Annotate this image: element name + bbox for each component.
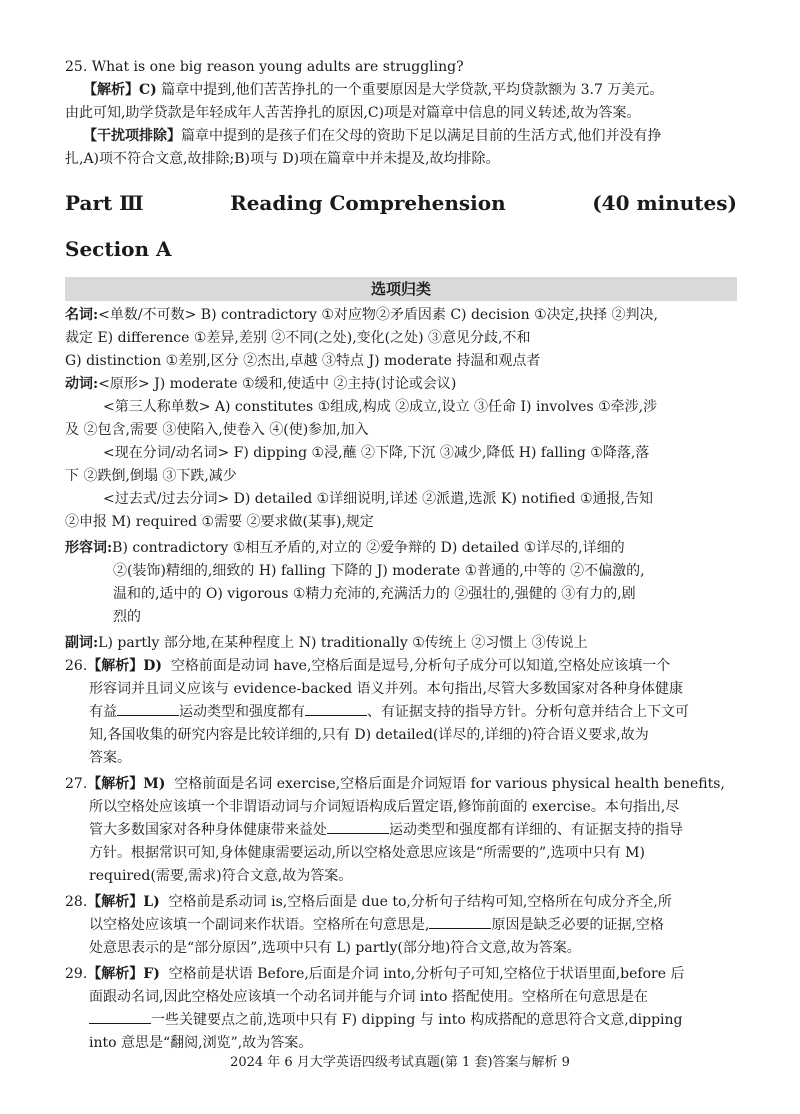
analysis-text-fragment: 运动类型和强度都有详细的、有证据支持的指导 bbox=[389, 822, 683, 838]
analysis-text: 知,各国收集的研究内容是比较详细的,只有 D) detailed(详尽的,详细的)符合语义要求,故为 bbox=[89, 727, 649, 743]
analysis-tag: 【解析】F) bbox=[87, 966, 160, 982]
analysis-tag: 【解析】D) bbox=[87, 658, 163, 674]
analysis-text: 方针。根据常识可知,身体健康需要运动,所以空格处意思应该是“所需要的”,选项中只有 M) bbox=[89, 845, 645, 861]
answer-blank bbox=[429, 915, 491, 929]
answer-blank bbox=[117, 702, 179, 716]
analysis-text: 空格前面是名词 exercise,空格后面是介词短语 for various physical health benefits, bbox=[174, 776, 725, 792]
section-heading: Section A bbox=[65, 237, 172, 261]
adjective-line: ②(装饰)精细的,细致的 H) falling 下降的 J) moderate ①普通的,中等的 ②不偏激的, bbox=[113, 563, 645, 579]
analysis-tag: 【解析】M) bbox=[87, 776, 166, 792]
question-number: 29. bbox=[65, 966, 88, 982]
question-27 bbox=[65, 773, 737, 888]
verb-label: 动词: bbox=[65, 376, 99, 392]
adjective-category bbox=[65, 537, 737, 629]
verb-line: 及 ②包含,需要 ③使陷入,使卷入 ④(使)参加,加入 bbox=[65, 422, 369, 438]
adjective-line: 烈的 bbox=[113, 609, 141, 625]
analysis-text bbox=[65, 701, 737, 724]
question-number: 27. bbox=[65, 776, 88, 792]
analysis-text: 形容词并且词义应该与 evidence-backed 语义并列。本句指出,尽管大多数国家对各种身体健康 bbox=[89, 681, 684, 697]
adverb-label: 副词: bbox=[65, 635, 99, 651]
question-text: 25. What is one big reason young adults are struggling? bbox=[65, 59, 464, 75]
analysis-text: 所以空格处应该填一个非谓语动词与介词短语构成后置定语,修饰前面的 exercise。本句指出,尽 bbox=[89, 799, 680, 815]
analysis-text-fragment: 原因是缺乏必要的证据,空格 bbox=[491, 917, 664, 933]
analysis-text: 空格前是状语 Before,后面是介词 into,分析句子可知,空格位于状语里面,before 后 bbox=[168, 966, 685, 982]
analysis-text-fragment: 有益 bbox=[89, 704, 117, 720]
part-label: Part Ⅲ bbox=[65, 191, 144, 215]
verb-line: <过去式/过去分词> D) detailed ①详细说明,详述 ②派遣,选派 K) notified ①通报,告知 bbox=[103, 491, 653, 507]
options-banner: 选项归类 bbox=[65, 277, 737, 301]
answer-blank bbox=[89, 1010, 151, 1024]
adverb-line: L) partly 部分地,在某种程度上 N) traditionally ①传统上 ②习惯上 ③传说上 bbox=[98, 635, 588, 651]
question-29 bbox=[65, 963, 737, 1055]
noun-label: 名词: bbox=[65, 307, 99, 323]
analysis-text-fragment: 一些关键要点之前,选项中只有 F) dipping 与 into 构成搭配的意思符合文意,dipping bbox=[151, 1012, 683, 1028]
part-heading bbox=[65, 191, 737, 221]
question-25 bbox=[65, 56, 737, 171]
question-number: 28. bbox=[65, 894, 88, 910]
distractor-line: 扎,A)项不符合文意,故排除;B)项与 D)项在篇章中并未提及,故均排除。 bbox=[65, 151, 500, 167]
distractor-tag: 【干扰项排除】 bbox=[83, 128, 181, 144]
question-26 bbox=[65, 655, 737, 770]
analysis-text bbox=[65, 914, 737, 937]
analysis-text: required(需要,需求)符合文意,故为答案。 bbox=[89, 868, 353, 884]
verb-line: ②申报 M) required ①需要 ②要求做(某事),规定 bbox=[65, 514, 374, 530]
analysis-line bbox=[65, 79, 737, 102]
analysis-text-fragment: 管大多数国家对各种身体健康带来益处 bbox=[89, 822, 327, 838]
answer-blank bbox=[305, 702, 367, 716]
adjective-line: B) contradictory ①相互矛盾的,对立的 ②爱争辩的 D) detailed ①详尽的,详细的 bbox=[112, 540, 625, 556]
analysis-text-fragment: 、有证据支持的指导方针。分析句意并结合上下文可 bbox=[367, 704, 689, 720]
noun-line: G) distinction ①差别,区分 ②杰出,卓越 ③特点 J) moderate 持温和观点者 bbox=[65, 353, 541, 369]
analysis-text: 篇章中提到,他们苦苦挣扎的一个重要原因是大学贷款,平均贷款额为 3.7 万美元。 bbox=[161, 82, 664, 98]
analysis-text: 空格前是系动词 is,空格后面是 due to,分析句子结构可知,空格所在句成分齐全,所 bbox=[168, 894, 672, 910]
verb-line: <第三人称单数> A) constitutes ①组成,构成 ②成立,设立 ③任命 I) involves ①牵涉,涉 bbox=[103, 399, 658, 415]
verb-category bbox=[65, 373, 737, 534]
adverb-category bbox=[65, 632, 737, 655]
noun-line: <单数/不可数> B) contradictory ①对应物②矛盾因素 C) decision ①决定,抉择 ②判决, bbox=[98, 307, 658, 323]
analysis-text bbox=[65, 1009, 737, 1032]
distractor-text: 篇章中提到的是孩子们在父母的资助下足以满足目前的生活方式,他们并没有挣 bbox=[181, 128, 662, 144]
analysis-text: 空格前面是动词 have,空格后面是逗号,分析句子成分可以知道,空格处应该填一个 bbox=[170, 658, 671, 674]
part-name: Reading Comprehension bbox=[230, 191, 506, 215]
noun-line: 裁定 E) difference ①差异,差别 ②不同(之处),变化(之处) ③意见分歧,不和 bbox=[65, 330, 531, 346]
adjective-label: 形容词: bbox=[65, 540, 113, 556]
question-number: 26. bbox=[65, 658, 88, 674]
answer-blank bbox=[327, 820, 389, 834]
analysis-text: 答案。 bbox=[89, 750, 131, 766]
question-28 bbox=[65, 891, 737, 960]
analysis-text: 处意思表示的是“部分原因”,选项中只有 L) partly(部分地)符合文意,故为答案。 bbox=[89, 940, 581, 956]
adjective-line: 温和的,适中的 O) vigorous ①精力充沛的,充满活力的 ②强壮的,强健的 ③有力的,剧 bbox=[113, 586, 636, 602]
part-time: (40 minutes) bbox=[592, 191, 737, 215]
noun-category bbox=[65, 304, 737, 373]
analysis-line: 由此可知,助学贷款是年轻成年人苦苦挣扎的原因,C)项是对篇章中信息的同义转述,故为答案。 bbox=[65, 105, 641, 121]
distractor-line bbox=[65, 125, 737, 148]
analysis-tag: 【解析】C) bbox=[83, 82, 157, 98]
analysis-text bbox=[65, 819, 737, 842]
verb-line: <现在分词/动名词> F) dipping ①浸,蘸 ②下降,下沉 ③减少,降低 H) falling ①降落,落 bbox=[103, 445, 650, 461]
analysis-text-fragment: 以空格处应该填一个副词来作状语。空格所在句意思是, bbox=[89, 917, 430, 933]
analysis-text-fragment: 运动类型和强度都有 bbox=[179, 704, 305, 720]
page-content bbox=[65, 56, 737, 1055]
analysis-text: 面跟动名词,因此空格处应该填一个动名词并能与介词 into 搭配使用。空格所在句意思是在 bbox=[89, 989, 648, 1005]
analysis-tag: 【解析】L) bbox=[87, 894, 160, 910]
page-footer: 2024 年 6 月大学英语四级考试真题(第 1 套)答案与解析 9 bbox=[230, 1055, 570, 1070]
verb-line: 下 ②跌倒,倒塌 ③下跌,减少 bbox=[65, 468, 237, 484]
verb-line: <原形> J) moderate ①缓和,使适中 ②主持(讨论或会议) bbox=[98, 376, 457, 392]
analysis-text: into 意思是“翻阅,浏览”,故为答案。 bbox=[89, 1035, 313, 1051]
